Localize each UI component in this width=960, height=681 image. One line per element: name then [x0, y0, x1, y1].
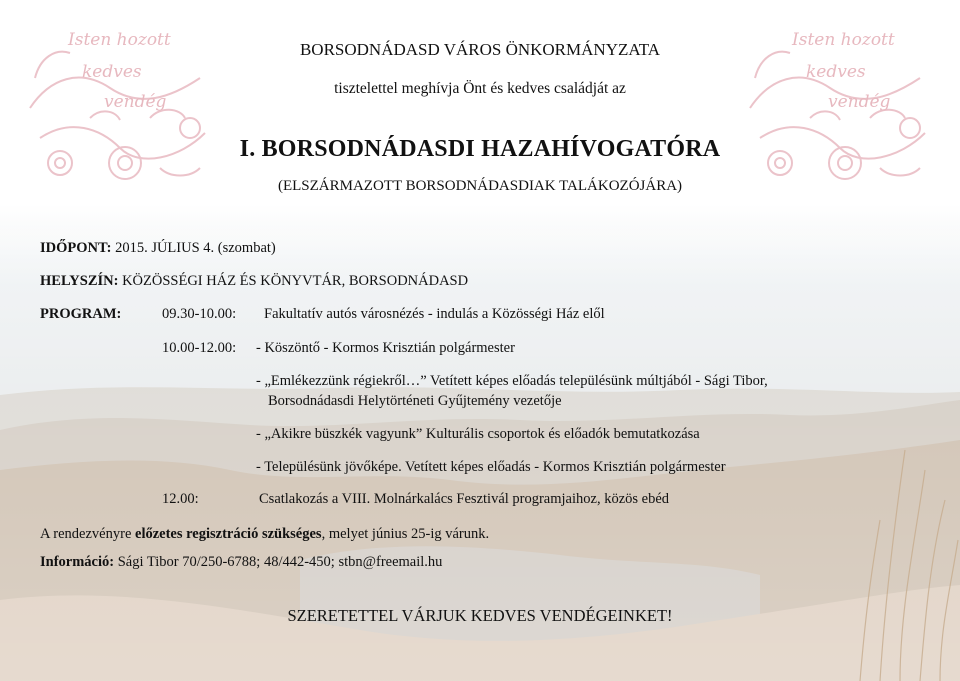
date-value: 2015. JÚLIUS 4. (szombat) — [115, 240, 276, 256]
embroidery-text-line: vendég — [104, 92, 167, 112]
registration-note — [40, 526, 489, 543]
program-time: 12.00: — [162, 491, 199, 507]
program-text: - „Emlékezzünk régiekről…” Vetített képes előadás településünk múltjából - Sági Tibor, — [256, 373, 768, 389]
invitation-line: tisztelettel meghívja Önt és kedves családját az — [334, 80, 626, 97]
embroidery-text-line: Isten hozott — [792, 30, 895, 50]
embroidery-text-line: kedves — [806, 62, 866, 82]
embroidery-text-line: Isten hozott — [68, 30, 171, 50]
registration-prefix: A rendezvényre — [40, 526, 132, 542]
place-value: KÖZÖSSÉGI HÁZ ÉS KÖNYVTÁR, BORSODNÁDASD — [122, 273, 469, 289]
event-subtitle: (ELSZÁRMAZOTT BORSODNÁDASDIAK TALÁKOZÓJÁRA) — [277, 178, 683, 194]
info-row — [40, 554, 442, 571]
embroidery-text-line: kedves — [82, 62, 142, 82]
program-text: - Köszöntő - Kormos Krisztián polgármester — [256, 340, 515, 356]
program-text: - „Akikre büszkék vagyunk” Kulturális csoportok és előadók bemutatkozása — [256, 426, 700, 442]
place-label: HELYSZÍN: — [40, 273, 119, 289]
program-text: Fakultatív autós városnézés - indulás a Közösségi Ház elől — [264, 306, 605, 322]
program-text: Csatlakozás a VIII. Molnárkalács Fesztivál programjaihoz, közös ebéd — [259, 491, 670, 507]
date-row — [40, 240, 276, 257]
organizer: BORSODNÁDASD VÁROS ÖNKORMÁNYZATA — [299, 40, 661, 59]
info-value: Sági Tibor 70/250-6788; 48/442-450; stbn@freemail.hu — [117, 554, 443, 570]
event-title: I. BORSODNÁDASDI HAZAHÍVOGATÓRA — [239, 136, 721, 162]
info-label: Információ: — [40, 554, 115, 570]
closing-line: SZERETETTEL VÁRJUK KEDVES VENDÉGEINKET! — [287, 606, 673, 625]
program-time: 09.30-10.00: — [162, 306, 237, 322]
registration-suffix: , melyet június 25-ig várunk. — [321, 526, 490, 542]
embroidery-text-line: vendég — [828, 92, 891, 112]
place-row — [40, 273, 468, 290]
date-label: IDŐPONT: — [40, 240, 112, 256]
program-text: - Településünk jövőképe. Vetített képes előadás - Kormos Krisztián polgármester — [256, 459, 726, 475]
program-text-continued: Borsodnádasdi Helytörténeti Gyűjtemény vezetője — [268, 393, 562, 409]
program-time: 10.00-12.00: — [162, 340, 237, 356]
program-label: PROGRAM: — [40, 306, 122, 322]
registration-required: előzetes regisztráció szükséges — [135, 526, 322, 542]
